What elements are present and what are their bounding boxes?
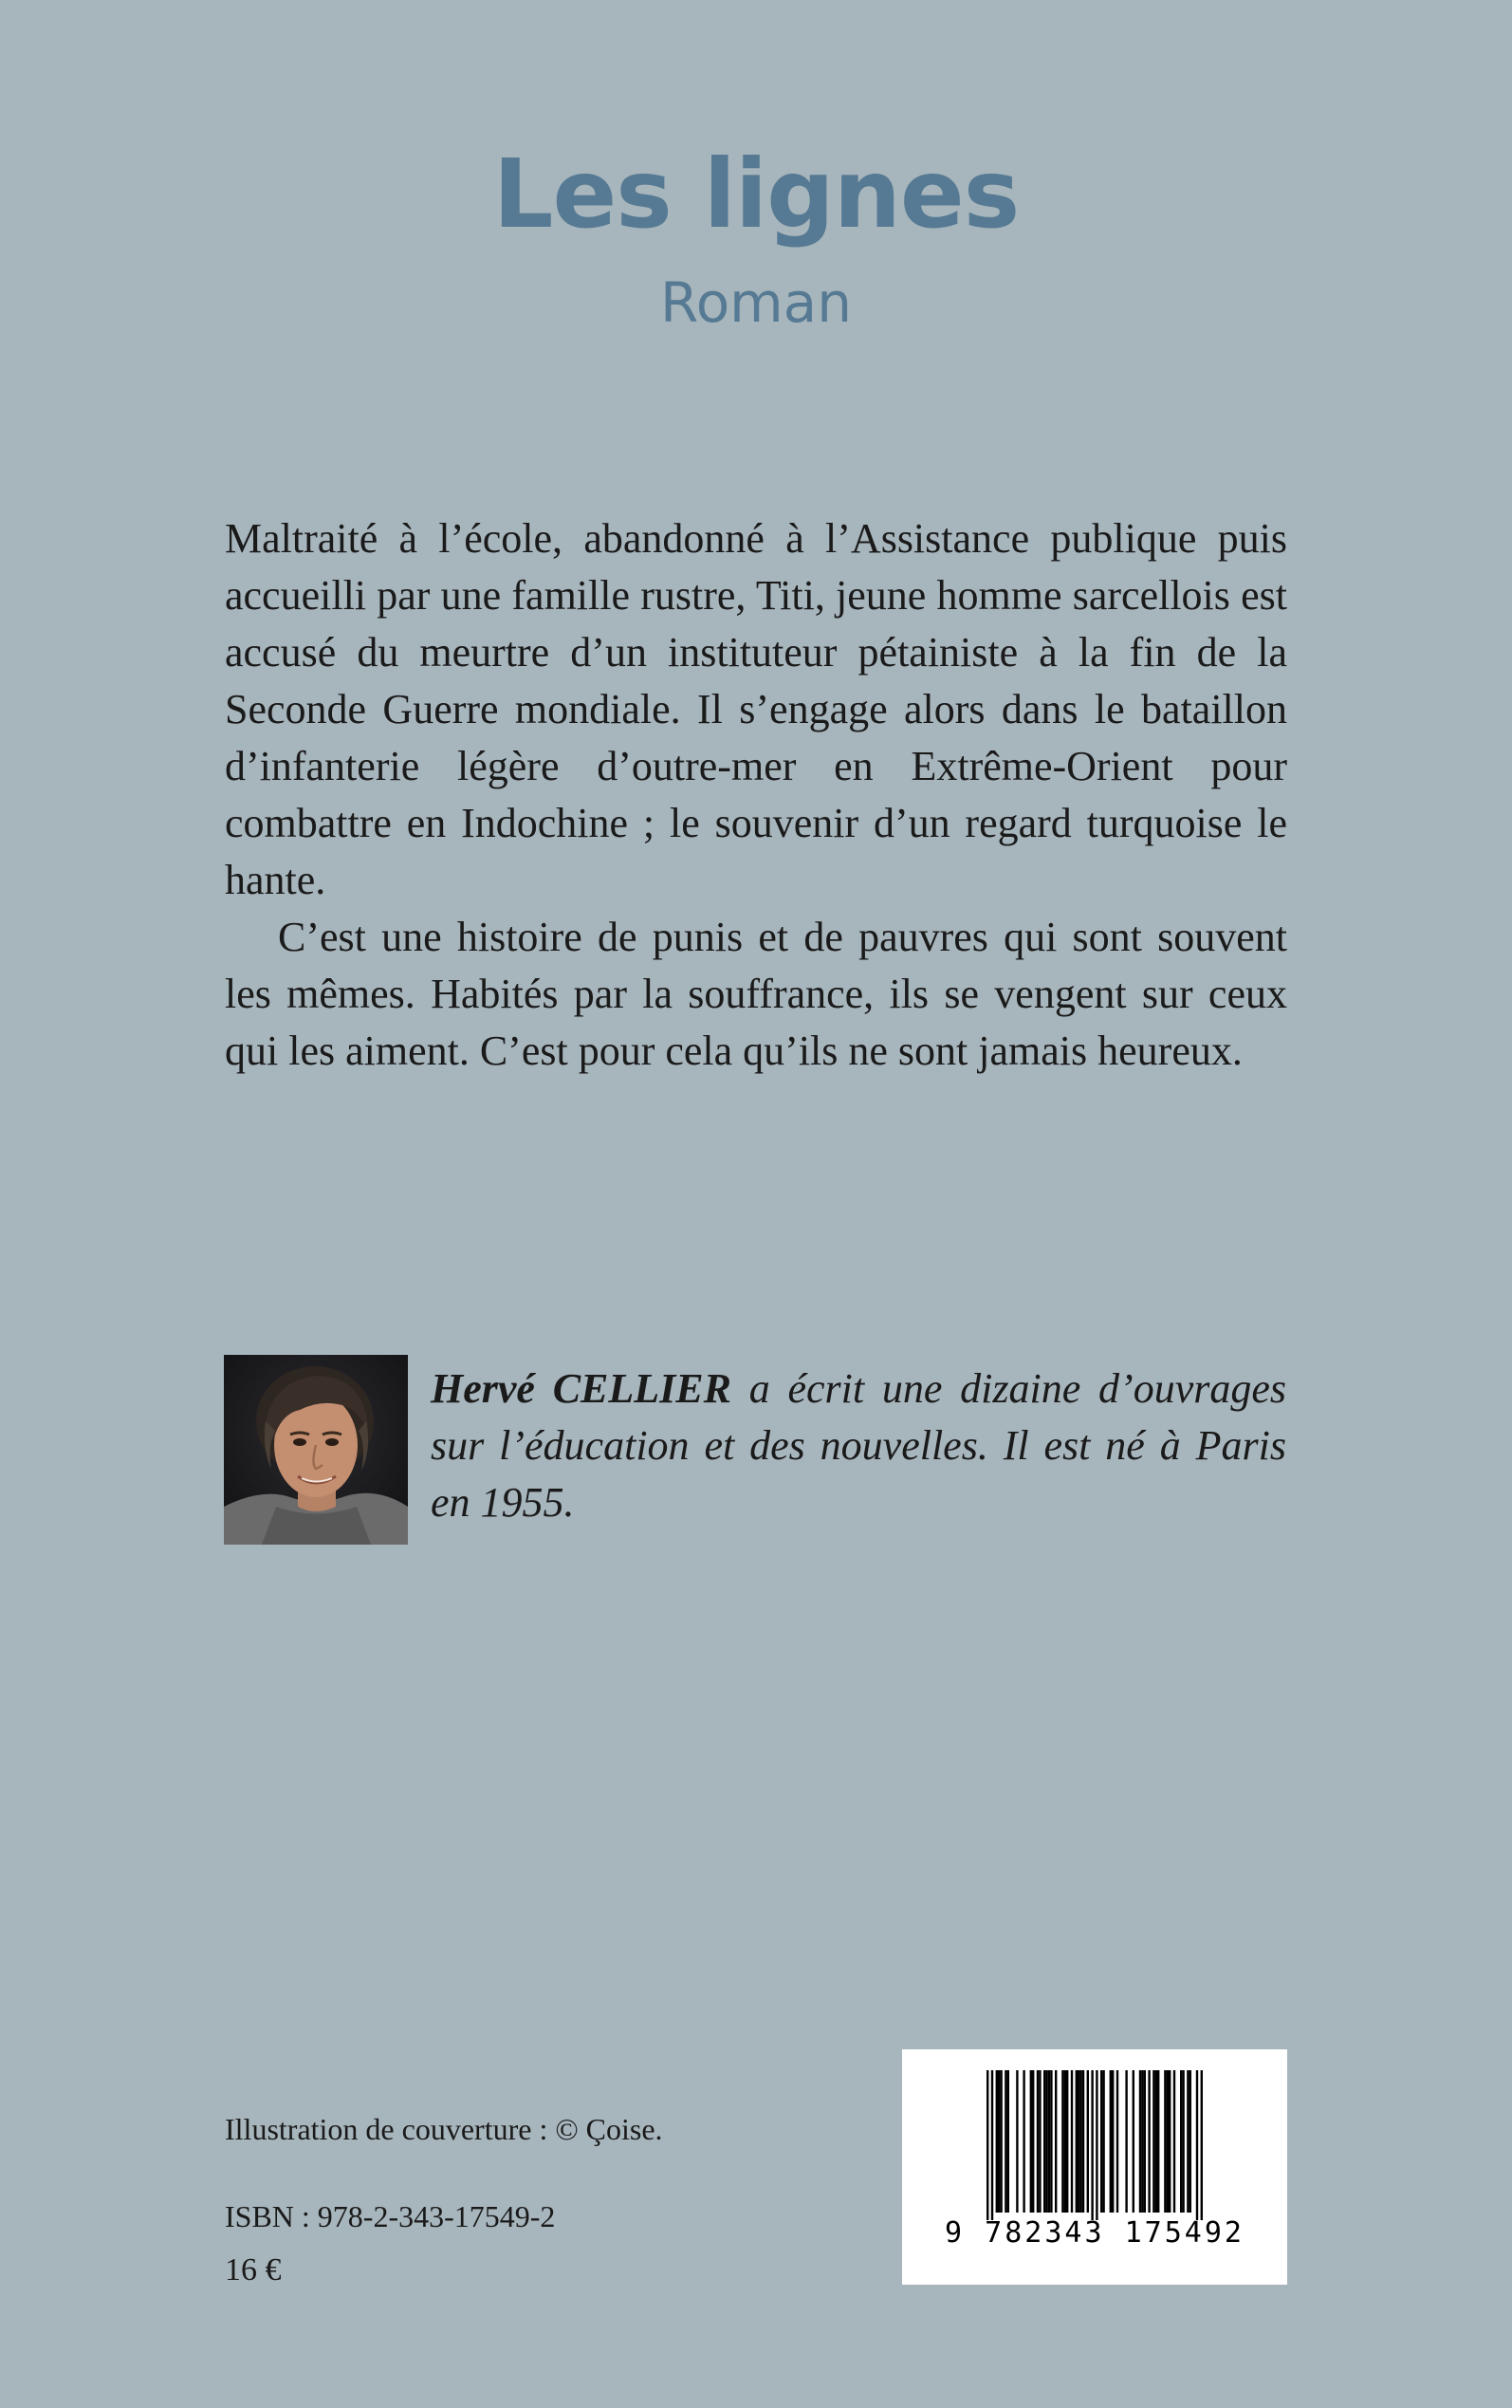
- barcode-bar: [1133, 2070, 1134, 2213]
- barcode-bar: [1016, 2070, 1018, 2213]
- barcode-bar: [1055, 2070, 1057, 2213]
- barcode-bar: [1091, 2070, 1093, 2220]
- barcode-bar: [998, 2070, 1000, 2213]
- barcode-bar: [1079, 2070, 1081, 2213]
- author-bio: [431, 1361, 1286, 1531]
- barcode-bar: [1030, 2070, 1032, 2213]
- barcode-bar: [1096, 2070, 1097, 2220]
- barcode-bar: [1066, 2070, 1068, 2213]
- barcode-bar: [1182, 2070, 1184, 2213]
- barcode-bar: [1087, 2070, 1089, 2213]
- back-cover-blurb: [225, 510, 1287, 1080]
- barcode-bar: [1023, 2070, 1024, 2213]
- barcode-digits: 9 782343 175492: [945, 2216, 1245, 2250]
- barcode-bars: [902, 2049, 1287, 2220]
- blurb-paragraph: Maltraité à l’école, abandonné à l’Assistance publique puis accueilli par une famille rustre, Titi, jeune homme sarcellois est accusé du meurtre d’un instituteur pétainiste à la fin de la Seconde Guerre mondiale. Il s’engage alors dans le bataillon d’infanterie légère d’outre-mer en Extrême-Orient pour combattre en Indochine ; le souvenir d’un regard turquoise le hante.: [225, 515, 1287, 903]
- isbn-number: ISBN : 978-2-343-17549-2: [225, 2199, 556, 2233]
- barcode-bar: [1100, 2070, 1102, 2213]
- barcode-bar: [1164, 2070, 1166, 2213]
- barcode-bar: [1125, 2070, 1127, 2213]
- barcode-bar: [1180, 2070, 1182, 2213]
- barcode-bar: [1155, 2070, 1157, 2213]
- barcode-bar: [1037, 2070, 1039, 2213]
- blurb-paragraph: C’est une histoire de punis et de pauvres qui sont souvent les mêmes. Habités par la souffrance, ils se vengent sur ceux qui les aiment. C’est pour cela qu’ils ne sont jamais heureux.: [225, 914, 1287, 1074]
- author-name: Hervé CELLIER: [431, 1365, 731, 1412]
- barcode: [902, 2049, 1287, 2285]
- barcode-bar: [1082, 2070, 1084, 2213]
- barcode-bar: [1169, 2070, 1171, 2213]
- barcode-bar: [1064, 2070, 1066, 2213]
- author-photo: [224, 1355, 408, 1545]
- barcode-bar: [1173, 2070, 1175, 2213]
- barcode-bar: [1050, 2070, 1052, 2213]
- barcode-bar: [1157, 2070, 1159, 2213]
- barcode-bar: [1102, 2070, 1104, 2213]
- price: 16 €: [225, 2252, 282, 2288]
- barcode-bar: [1141, 2070, 1143, 2213]
- author-bio-text: a écrit une dizaine d’ouvrages sur l’éducation et des nouvelles. Il est né à Paris en 1955.: [431, 1365, 1287, 1526]
- barcode-bar: [1201, 2070, 1203, 2220]
- book-subtitle: Roman: [660, 270, 852, 335]
- barcode-bar: [986, 2070, 988, 2220]
- barcode-bar: [1045, 2070, 1047, 2213]
- barcode-bar: [1196, 2070, 1198, 2220]
- barcode-bar: [1000, 2070, 1002, 2213]
- barcode-bar: [1148, 2070, 1150, 2213]
- barcode-bar: [1116, 2070, 1118, 2213]
- barcode-bar: [1039, 2070, 1041, 2213]
- barcode-bar: [996, 2070, 998, 2213]
- barcode-bar: [1189, 2070, 1191, 2213]
- title-block: [0, 139, 1512, 335]
- barcode-bar: [1048, 2070, 1050, 2213]
- barcode-bar: [1076, 2070, 1078, 2213]
- barcode-bar: [1144, 2070, 1146, 2213]
- barcode-bar: [1071, 2070, 1073, 2213]
- barcode-bar: [1007, 2070, 1009, 2213]
- cover-illustration-credit: Illustration de couverture : © Çoise.: [225, 2112, 663, 2146]
- barcode-bar: [1187, 2070, 1189, 2213]
- barcode-bar: [1139, 2070, 1141, 2213]
- barcode-bar: [1043, 2070, 1045, 2213]
- barcode-bar: [1005, 2070, 1006, 2213]
- barcode-bar: [1112, 2070, 1114, 2213]
- barcode-bar: [1167, 2070, 1169, 2213]
- barcode-bar: [991, 2070, 993, 2220]
- barcode-bar: [1032, 2070, 1034, 2213]
- barcode-bar: [1152, 2070, 1154, 2213]
- barcode-bar: [1078, 2070, 1079, 2213]
- barcode-bar: [1061, 2070, 1063, 2213]
- book-title: Les lignes: [492, 139, 1020, 250]
- author-portrait-image: [224, 1355, 408, 1545]
- barcode-bar: [1110, 2070, 1112, 2213]
